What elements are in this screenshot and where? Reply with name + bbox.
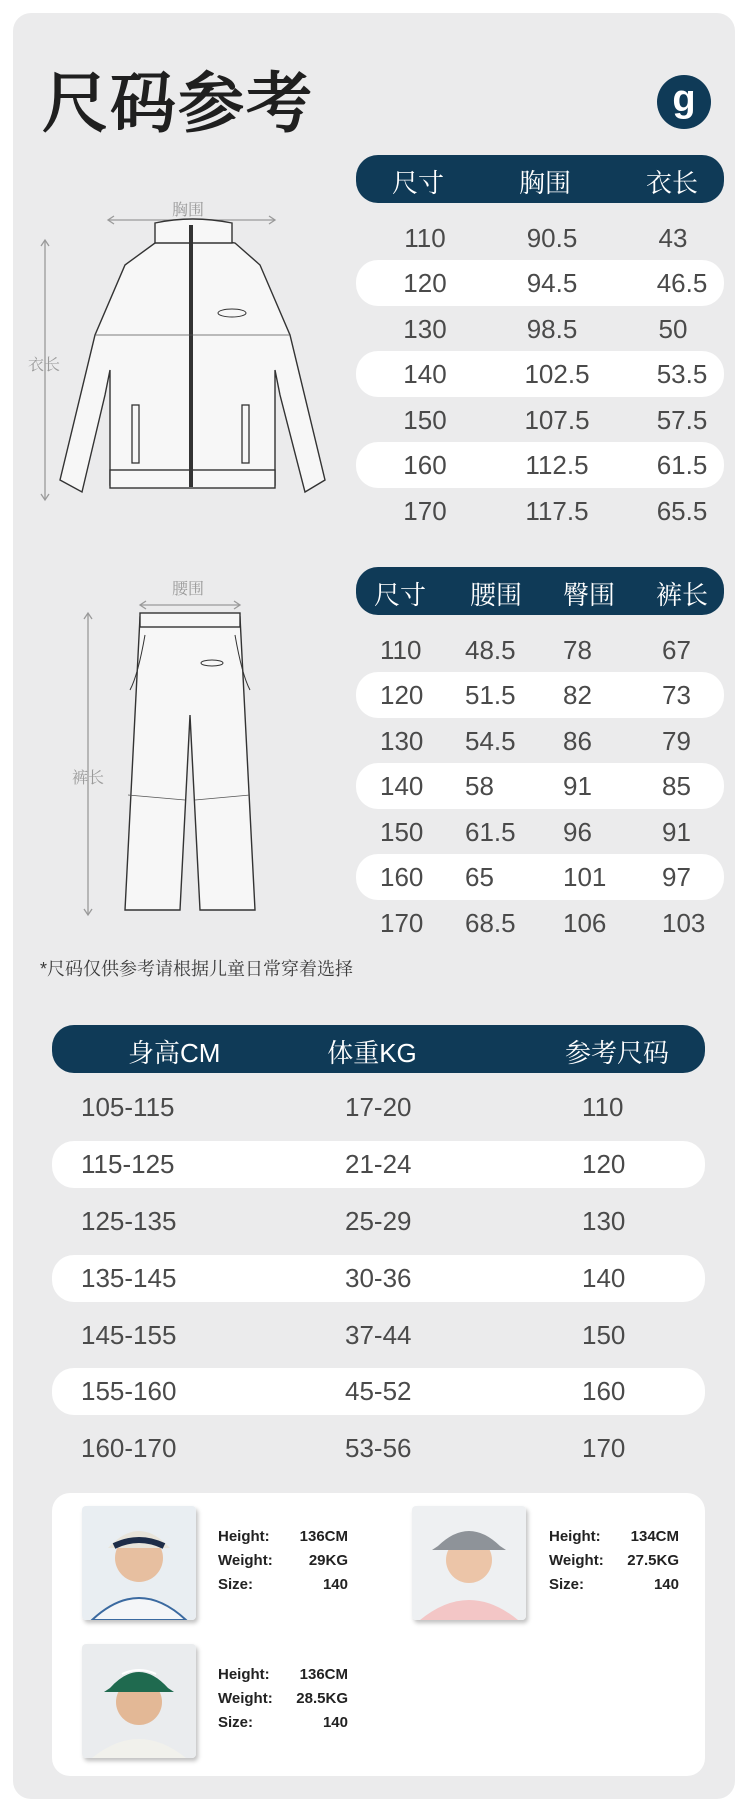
cell: 53.5 bbox=[656, 359, 708, 389]
cell: 106 bbox=[563, 908, 607, 938]
cell: 102.5 bbox=[524, 359, 590, 389]
weight-value: 29KG bbox=[308, 1552, 348, 1569]
model-photo bbox=[412, 1506, 526, 1620]
cell: 160 bbox=[380, 862, 424, 892]
model-info-panel bbox=[52, 1493, 705, 1776]
cell: 130 bbox=[403, 314, 447, 344]
cell: 91 bbox=[563, 771, 592, 801]
cell: 120 bbox=[582, 1149, 626, 1179]
header-length: 衣长 bbox=[645, 168, 699, 198]
cell: 110 bbox=[380, 635, 422, 665]
page-title: 尺码参考 bbox=[42, 65, 314, 142]
header-size: 尺寸 bbox=[373, 580, 427, 610]
pants-illustration bbox=[60, 595, 290, 925]
cell: 54.5 bbox=[465, 726, 516, 756]
size-label: Size: bbox=[218, 1576, 254, 1593]
size-label: Size: bbox=[218, 1714, 254, 1731]
jacket-illustration bbox=[20, 195, 340, 515]
table-row bbox=[52, 1084, 705, 1130]
table-row bbox=[356, 442, 724, 488]
table-row bbox=[356, 900, 724, 946]
header-ref-size: 参考尺码 bbox=[564, 1038, 670, 1068]
cell: 140 bbox=[403, 359, 447, 389]
cell: 112.5 bbox=[525, 450, 589, 480]
cell: 82 bbox=[563, 680, 592, 710]
cell: 120 bbox=[403, 268, 447, 298]
height-label: Height: bbox=[549, 1528, 601, 1545]
cell: 21-24 bbox=[345, 1149, 412, 1179]
cell: 53-56 bbox=[345, 1433, 412, 1463]
weight-label: Weight: bbox=[549, 1552, 604, 1569]
pants-length-label: 裤长 bbox=[72, 770, 105, 787]
model-stats bbox=[218, 1525, 348, 1597]
table-row bbox=[356, 351, 724, 397]
cell: 43 bbox=[658, 223, 688, 253]
table-row bbox=[356, 488, 724, 534]
cell: 97 bbox=[662, 862, 691, 892]
cell: 155-160 bbox=[81, 1376, 177, 1406]
cell: 30-36 bbox=[345, 1263, 412, 1293]
table-row bbox=[356, 718, 724, 764]
cell: 79 bbox=[662, 726, 691, 756]
table-row bbox=[356, 672, 724, 718]
cell: 145-155 bbox=[81, 1320, 177, 1350]
height-label: Height: bbox=[218, 1528, 270, 1545]
header-height: 身高CM bbox=[128, 1038, 221, 1068]
table-row bbox=[52, 1141, 705, 1187]
cell: 61.5 bbox=[656, 450, 708, 480]
header-size: 尺寸 bbox=[391, 168, 445, 198]
cell: 140 bbox=[380, 771, 424, 801]
height-label: Height: bbox=[218, 1666, 270, 1683]
cell: 140 bbox=[582, 1263, 626, 1293]
table-row bbox=[356, 215, 724, 261]
size-value: 140 bbox=[322, 1714, 348, 1731]
cell: 73 bbox=[662, 680, 691, 710]
cell: 65.5 bbox=[656, 496, 708, 526]
chest-label: 胸围 bbox=[172, 202, 205, 219]
table-row bbox=[52, 1425, 705, 1471]
cell: 50 bbox=[658, 314, 688, 344]
cell: 90.5 bbox=[526, 223, 578, 253]
table-row bbox=[356, 306, 724, 352]
cell: 86 bbox=[563, 726, 592, 756]
table-row bbox=[52, 1312, 705, 1358]
table-row bbox=[356, 763, 724, 809]
cell: 125-135 bbox=[81, 1206, 177, 1236]
height-value: 134CM bbox=[630, 1528, 679, 1545]
table-row bbox=[356, 397, 724, 443]
cell: 130 bbox=[380, 726, 424, 756]
cell: 57.5 bbox=[656, 405, 708, 435]
cell: 105-115 bbox=[81, 1092, 175, 1122]
table-row bbox=[356, 260, 724, 306]
cell: 110 bbox=[404, 223, 446, 253]
cell: 25-29 bbox=[345, 1206, 412, 1236]
waist-label: 腰围 bbox=[172, 581, 205, 598]
table-row bbox=[356, 809, 724, 855]
cell: 150 bbox=[582, 1320, 626, 1350]
cell: 67 bbox=[662, 635, 691, 665]
table-row bbox=[52, 1368, 705, 1414]
model-stats bbox=[549, 1525, 679, 1597]
model-stats bbox=[218, 1663, 348, 1735]
table-row bbox=[52, 1198, 705, 1244]
cell: 98.5 bbox=[526, 314, 578, 344]
header-waist: 腰围 bbox=[469, 580, 523, 610]
cell: 170 bbox=[403, 496, 447, 526]
cell: 51.5 bbox=[465, 680, 516, 710]
size-label: Size: bbox=[549, 1576, 585, 1593]
cell: 96 bbox=[563, 817, 592, 847]
cell: 48.5 bbox=[465, 635, 516, 665]
size-value: 140 bbox=[653, 1576, 679, 1593]
height-value: 136CM bbox=[299, 1666, 348, 1683]
cell: 117.5 bbox=[525, 496, 589, 526]
weight-value: 28.5KG bbox=[296, 1690, 348, 1707]
cell: 103 bbox=[662, 908, 706, 938]
cell: 61.5 bbox=[465, 817, 516, 847]
header-weight: 体重KG bbox=[327, 1038, 417, 1068]
cell: 37-44 bbox=[345, 1320, 412, 1350]
cell: 150 bbox=[403, 405, 447, 435]
cell: 78 bbox=[563, 635, 592, 665]
cell: 65 bbox=[465, 862, 494, 892]
cell: 160-170 bbox=[81, 1433, 177, 1463]
height-value: 136CM bbox=[299, 1528, 348, 1545]
header-hip: 臀围 bbox=[562, 580, 616, 610]
cell: 17-20 bbox=[345, 1092, 412, 1122]
cell: 135-145 bbox=[81, 1263, 177, 1293]
cell: 68.5 bbox=[465, 908, 516, 938]
cell: 107.5 bbox=[524, 405, 590, 435]
cell: 160 bbox=[403, 450, 447, 480]
cell: 46.5 bbox=[656, 268, 708, 298]
cell: 170 bbox=[582, 1433, 626, 1463]
size-value: 140 bbox=[322, 1576, 348, 1593]
cell: 94.5 bbox=[526, 268, 578, 298]
size-note: *尺码仅供参考请根据儿童日常穿着选择 bbox=[40, 959, 354, 979]
cell: 85 bbox=[662, 771, 691, 801]
cell: 150 bbox=[380, 817, 424, 847]
cell: 130 bbox=[582, 1206, 626, 1236]
table-row bbox=[356, 854, 724, 900]
model-photo bbox=[82, 1506, 196, 1620]
model-photo bbox=[82, 1644, 196, 1758]
cell: 160 bbox=[582, 1376, 626, 1406]
weight-value: 27.5KG bbox=[627, 1552, 679, 1569]
cell: 115-125 bbox=[81, 1149, 175, 1179]
header-pants-length: 裤长 bbox=[655, 580, 709, 610]
cell: 110 bbox=[582, 1092, 624, 1122]
cell: 170 bbox=[380, 908, 424, 938]
cell: 91 bbox=[662, 817, 691, 847]
reference-table-header bbox=[52, 1025, 705, 1073]
weight-label: Weight: bbox=[218, 1690, 273, 1707]
cell: 120 bbox=[380, 680, 424, 710]
pants-table-header bbox=[356, 567, 724, 615]
cell: 101 bbox=[563, 862, 607, 892]
table-row bbox=[356, 627, 724, 673]
table-row bbox=[52, 1255, 705, 1301]
jacket-table-header bbox=[356, 155, 724, 203]
brand-logo: g bbox=[657, 75, 711, 129]
cell: 58 bbox=[465, 771, 494, 801]
header-chest: 胸围 bbox=[518, 168, 572, 198]
cell: 45-52 bbox=[345, 1376, 412, 1406]
weight-label: Weight: bbox=[218, 1552, 273, 1569]
jacket-length-label: 衣长 bbox=[28, 357, 61, 374]
